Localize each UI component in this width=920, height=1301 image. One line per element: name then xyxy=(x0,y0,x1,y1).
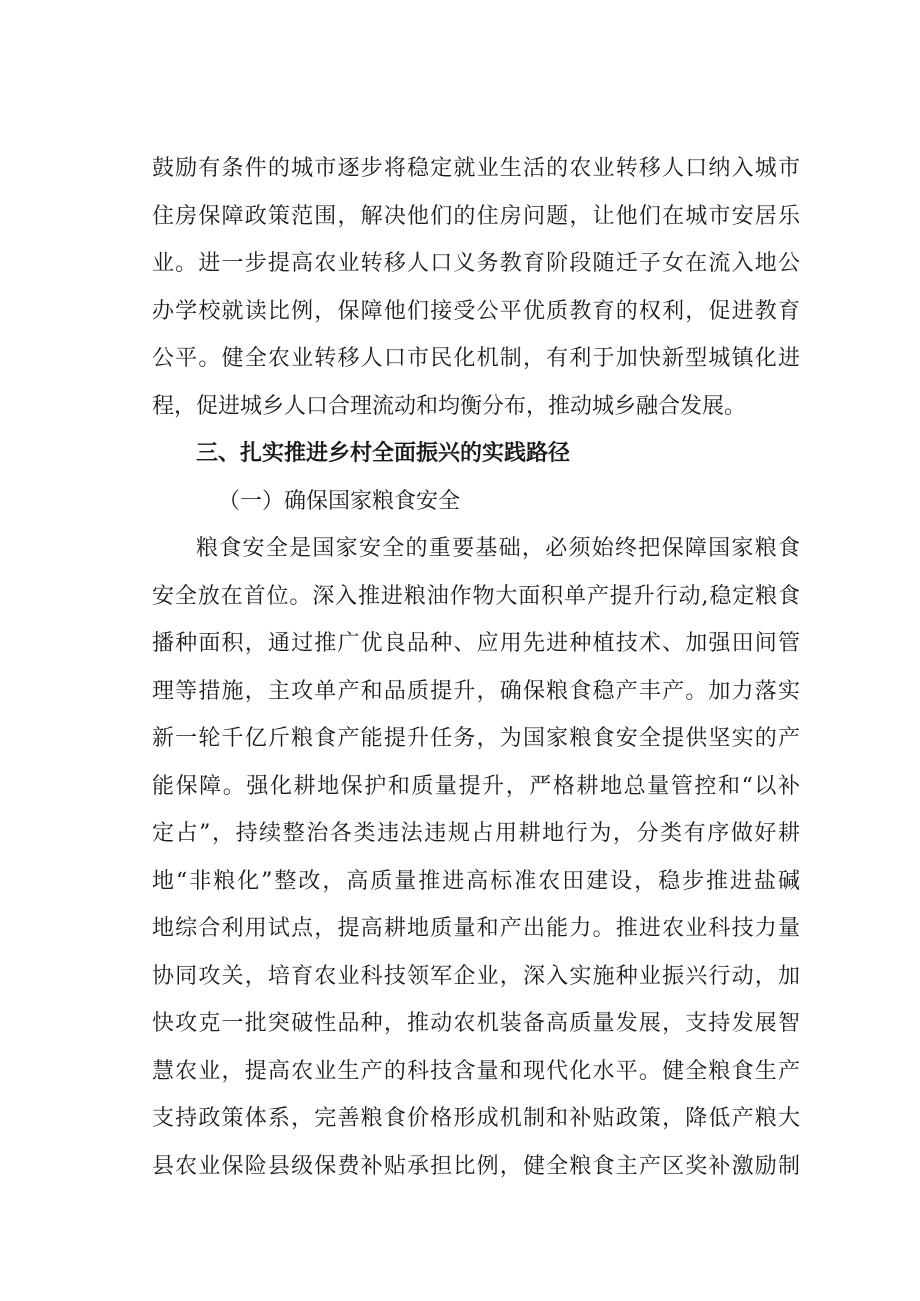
text-line: 协同攻关，培育农业科技领军企业，深入实施种业振兴行动，加 xyxy=(152,963,800,989)
section-heading: 三、扎实推进乡村全面振兴的实践路径 xyxy=(196,441,571,466)
text-line: 慧农业，提高农业生产的科技含量和现代化水平。健全粮食生产 xyxy=(152,1058,800,1084)
text-line: 安全放在首位。深入推进粮油作物大面积单产提升行动,稳定粮食 xyxy=(152,583,800,609)
paragraph-food-security xyxy=(152,525,800,1190)
text-line: 定占”，持续整治各类违法违规占用耕地行为，分类有序做好耕 xyxy=(152,821,800,846)
text-line: 公平。健全农业转移人口市民化机制，有利于加快新型城镇化进 xyxy=(152,346,800,371)
text-line: 地综合利用试点，提高耕地质量和产出能力。推进农业科技力量 xyxy=(152,916,800,941)
text-line: 新一轮千亿斤粮食产能提升任务，为国家粮食安全提供坚实的产 xyxy=(152,726,800,751)
text-line: 鼓励有条件的城市逐步将稳定就业生活的农业转移人口纳入城市 xyxy=(152,156,800,181)
text-line: 能保障。强化耕地保护和质量提升，严格耕地总量管控和“以补 xyxy=(152,773,800,799)
text-line: 粮食安全是国家安全的重要基础，必须始终把保障国家粮食 xyxy=(196,536,800,561)
text-line: 县农业保险县级保费补贴承担比例，健全粮食主产区奖补激励制 xyxy=(152,1153,800,1179)
paragraph-housing-education xyxy=(152,145,800,430)
text-line: 住房保障政策范围，解决他们的住房问题，让他们在城市安居乐 xyxy=(152,203,800,229)
text-line: 理等措施，主攻单产和品质提升，确保粮食稳产丰产。加力落实 xyxy=(152,678,800,704)
text-line: 支持政策体系，完善粮食价格形成机制和补贴政策，降低产粮大 xyxy=(152,1106,800,1131)
text-line: 办学校就读比例，保障他们接受公平优质教育的权利，促进教育 xyxy=(152,298,800,324)
document-page xyxy=(152,145,800,1190)
subsection-heading: （一）确保国家粮食安全 xyxy=(218,488,461,514)
text-line: 程，促进城乡人口合理流动和均衡分布，推动城乡融合发展。 xyxy=(152,393,747,419)
text-line: 业。进一步提高农业转移人口义务教育阶段随迁子女在流入地公 xyxy=(152,251,800,276)
text-line: 地“非粮化”整改，高质量推进高标准农田建设，稳步推进盐碱 xyxy=(152,868,800,894)
text-line: 播种面积，通过推广优良品种、应用先进种植技术、加强田间管 xyxy=(152,631,800,656)
text-line: 快攻克一批突破性品种，推动农机装备高质量发展，支持发展智 xyxy=(152,1011,800,1036)
